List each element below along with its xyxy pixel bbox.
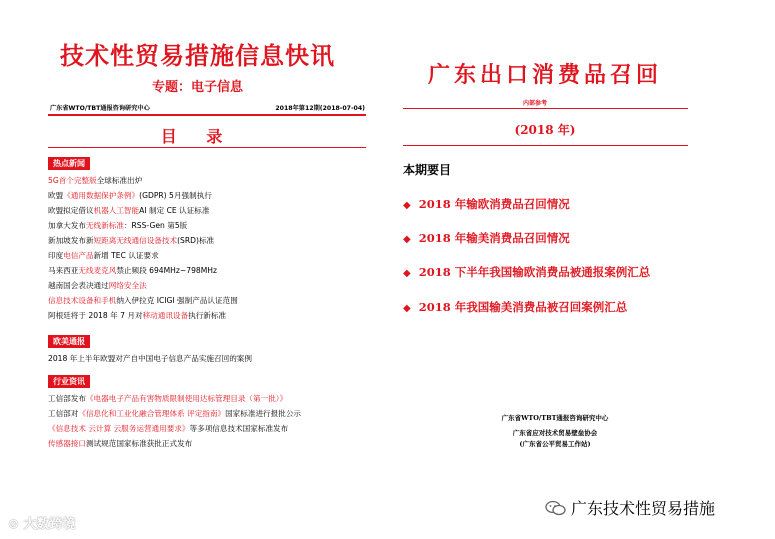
contents-item[interactable]: ◆ 2018 年输欧消费品召回情况 xyxy=(403,197,570,211)
section-label-industry-news: 行业资讯 xyxy=(48,375,90,388)
left-bulletin-page xyxy=(30,20,365,520)
toc-item[interactable]: 欧盟《通用数据保护条例》(GDPR) 5月强制执行 xyxy=(48,191,212,200)
diamond-bullet-icon: ◆ xyxy=(403,268,411,279)
section-label-hot-news: 热点新闻 xyxy=(48,157,90,170)
organization-line: (广东省公平贸易工作站) xyxy=(519,440,591,448)
organization-line: 广东省WTO/TBT通报咨询研究中心 xyxy=(501,414,609,422)
toc-heading: 目 录 xyxy=(160,127,235,146)
bulletin-title: 技术性贸易措施信息快讯 xyxy=(60,41,335,70)
wechat-icon xyxy=(545,500,567,516)
toc-item[interactable]: 印度电信产品新增 TEC 认证要求 xyxy=(48,251,159,260)
right-recall-page xyxy=(385,20,705,520)
toc-item[interactable]: 新加坡发布新短距离无线通信设备技术(SRD)标准 xyxy=(48,236,215,245)
toc-item[interactable]: 工信部对《信息化和工业化融合管理体系 评定指南》国家标准进行报批公示 xyxy=(48,409,302,418)
toc-item[interactable]: 信息技术设备和手机纳入伊拉克 ICIGI 强制产品认证范围 xyxy=(48,296,238,305)
publisher-name: 广东省WTO/TBT通报咨询研究中心 xyxy=(50,105,150,112)
diamond-bullet-icon: ◆ xyxy=(403,234,411,245)
watermark-left: ⊘ 大数跨境 xyxy=(8,517,76,532)
toc-item[interactable]: 马来西亚无线麦克风禁止频段 694MHz~798MHz xyxy=(48,266,217,275)
year-label: (2018 年) xyxy=(514,123,576,137)
diamond-bullet-icon: ◆ xyxy=(403,200,411,211)
toc-item[interactable]: 工信部发布《电器电子产品有害物质限制使用达标管理目录（第一批）》 xyxy=(48,394,288,403)
contents-item[interactable]: ◆ 2018 下半年我国输欧消费品被通报案例汇总 xyxy=(403,265,651,279)
recall-title: 广东出口消费品召回 xyxy=(427,62,662,88)
toc-item[interactable]: 5G首个完整版全球标准出炉 xyxy=(48,176,143,185)
link-icon: ⊘ xyxy=(8,517,19,532)
toc-item[interactable]: 《信息技术 云计算 云服务运营通用要求》等多项信息技术国家标准发布 xyxy=(48,424,289,433)
watermark-right: 广东技术性贸易措施 xyxy=(545,496,715,519)
organization-line: 广东省应对技术贸易壁垒协会 xyxy=(512,429,598,437)
toc-divider xyxy=(48,147,366,148)
toc-item[interactable]: 2018 年上半年欧盟对产自中国电子信息产品实施召回的案例 xyxy=(48,354,252,363)
section-label-eu-us-notifications: 欧美通报 xyxy=(48,335,90,348)
internal-reference-label: 内部参考 xyxy=(522,100,547,107)
toc-item[interactable]: 传感器接口测试规范国家标准获批正式发布 xyxy=(48,439,193,448)
bulletin-subtitle: 专题：电子信息 xyxy=(151,80,243,95)
publisher-line xyxy=(50,103,365,112)
header-divider xyxy=(48,114,366,116)
diamond-bullet-icon: ◆ xyxy=(403,303,411,314)
toc-item[interactable]: 阿根廷将于 2018 年 7 月对移动通讯设备执行新标准 xyxy=(48,311,227,320)
toc-item[interactable]: 加拿大发布无线新标准：RSS-Gen 第5版 xyxy=(48,221,188,230)
year-divider xyxy=(403,145,688,146)
toc-item[interactable]: 越南国会表决通过网络安全法 xyxy=(48,281,147,290)
contents-heading: 本期要目 xyxy=(403,163,452,177)
issue-number: 2018年第12期(2018-07-04) xyxy=(275,105,365,112)
contents-item[interactable]: ◆ 2018 年我国输美消费品被召回案例汇总 xyxy=(403,300,628,314)
header-divider xyxy=(403,108,688,109)
contents-item[interactable]: ◆ 2018 年输美消费品召回情况 xyxy=(403,231,570,245)
toc-item[interactable]: 欧盟拟定借议机器人工智能AI 制定 CE 认证标准 xyxy=(48,206,210,215)
